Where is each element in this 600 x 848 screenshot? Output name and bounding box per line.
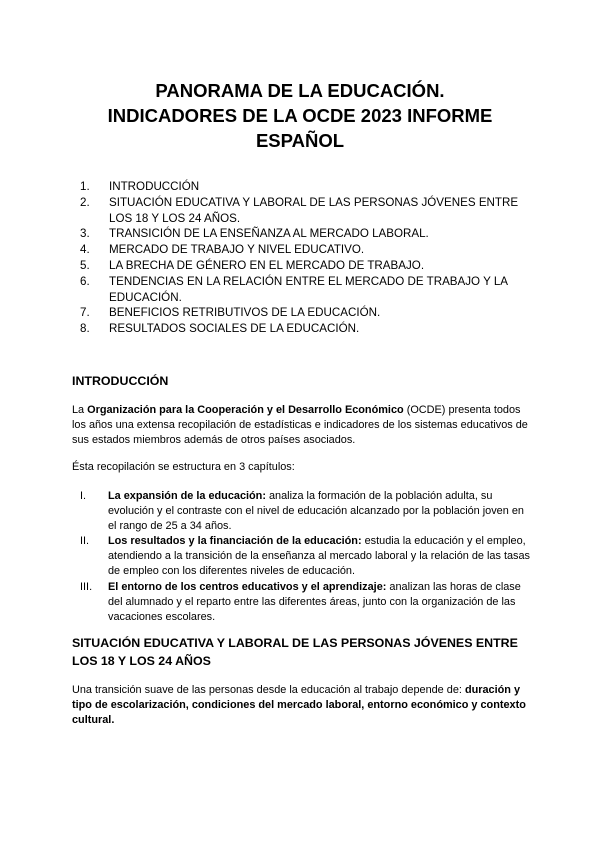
- toc-number: 1.: [80, 180, 90, 193]
- chapters-intro: Ésta recopilación se estructura en 3 capítulos:: [72, 461, 295, 473]
- toc-text: RESULTADOS SOCIALES DE LA EDUCACIÓN.: [109, 322, 360, 336]
- toc-number: 2.: [80, 195, 90, 209]
- section2-p-pre: Una transición suave de las personas desde la educación al trabajo depende de:: [72, 684, 465, 696]
- toc-item: [80, 321, 540, 337]
- chapter-number: III.: [80, 580, 93, 593]
- chapter-number: I.: [80, 490, 87, 502]
- toc-item: [80, 258, 540, 274]
- toc-item: [80, 274, 540, 306]
- toc-item: [80, 226, 540, 242]
- chapter-title: El entorno de los centros educativos y el aprendizaje:: [108, 580, 387, 593]
- chapter-item: [80, 489, 532, 534]
- toc-text: TRANSICIÓN DE LA ENSEÑANZA AL MERCADO LABORAL.: [109, 227, 429, 241]
- toc-text: LA BRECHA DE GÉNERO EN EL MERCADO DE TRABAJO.: [109, 258, 425, 272]
- table-of-contents: [80, 179, 540, 337]
- intro-paragraph: [72, 403, 532, 448]
- section2-heading: SITUACIÓN EDUCATIVA Y LABORAL DE LAS PERSONAS JÓVENES ENTRE LOS 18 Y LOS 24 AÑOS: [72, 636, 518, 668]
- chapter-text: [108, 534, 532, 579]
- chapter-description: analiza la formación de la población adulta, su evolución y el contraste con el nivel de educación alcanzado por la población joven en el rango de 25 a 34 años.: [108, 490, 524, 533]
- title-line-2: INDICADORES DE LA OCDE 2023 INFORME: [107, 105, 493, 126]
- toc-text: INTRODUCCIÓN: [109, 180, 200, 193]
- document-title: [40, 78, 560, 153]
- toc-number: 7.: [80, 306, 90, 320]
- section2-p-bold: duración y tipo de escolarización, condiciones del mercado laboral, entorno económico y contexto cultural.: [72, 684, 526, 727]
- intro-p1-pre: La: [72, 404, 88, 416]
- chapter-text: [108, 489, 532, 534]
- toc-item: [80, 179, 540, 195]
- toc-item: [80, 195, 540, 227]
- toc-number: 6.: [80, 274, 90, 288]
- toc-number: 5.: [80, 258, 90, 272]
- toc-item: [80, 305, 540, 321]
- toc-text: MERCADO DE TRABAJO Y NIVEL EDUCATIVO.: [109, 243, 365, 257]
- intro-p1-post: (OCDE) presenta todos los años una extensa recopilación de estadísticas e indicadores de los sistemas educativos de sus estados miembros además de otros países asociados.: [72, 404, 528, 447]
- chapter-number: II.: [80, 535, 90, 548]
- chapter-title: Los resultados y la financiación de la educación:: [108, 535, 362, 548]
- toc-number: 8.: [80, 322, 90, 336]
- intro-heading: INTRODUCCIÓN: [72, 374, 169, 388]
- toc-number: 4.: [80, 243, 90, 257]
- toc-text: SITUACIÓN EDUCATIVA Y LABORAL DE LAS PERSONAS JÓVENES ENTRE LOS 18 Y LOS 24 AÑOS.: [109, 195, 519, 225]
- chapter-description: estudia la educación y el empleo, atendiendo a la transición de la enseñanza al mercado laboral y la relación de las tasas de empleo con los diferentes niveles de educación.: [108, 535, 530, 578]
- title-line-3: ESPAÑOL: [255, 130, 345, 151]
- toc-item: [80, 242, 540, 258]
- chapter-item: [80, 534, 532, 579]
- oecd-name: Organización para la Cooperación y el Desarrollo Económico: [87, 404, 404, 416]
- chapter-text: [108, 580, 532, 625]
- section2-paragraph: [72, 683, 532, 728]
- chapter-description: analizan las horas de clase del alumnado y el reparto entre las diferentes áreas, junto con la organización de las vacaciones escolares.: [108, 580, 521, 623]
- chapter-title: La expansión de la educación:: [108, 490, 266, 502]
- chapters-list: [80, 489, 532, 625]
- toc-text: BENEFICIOS RETRIBUTIVOS DE LA EDUCACIÓN.: [109, 306, 381, 320]
- chapter-item: [80, 580, 532, 625]
- toc-number: 3.: [80, 227, 90, 241]
- toc-text: TENDENCIAS EN LA RELACIÓN ENTRE EL MERCADO DE TRABAJO Y LA EDUCACIÓN.: [109, 274, 508, 304]
- title-line-1: PANORAMA DE LA EDUCACIÓN.: [155, 80, 445, 101]
